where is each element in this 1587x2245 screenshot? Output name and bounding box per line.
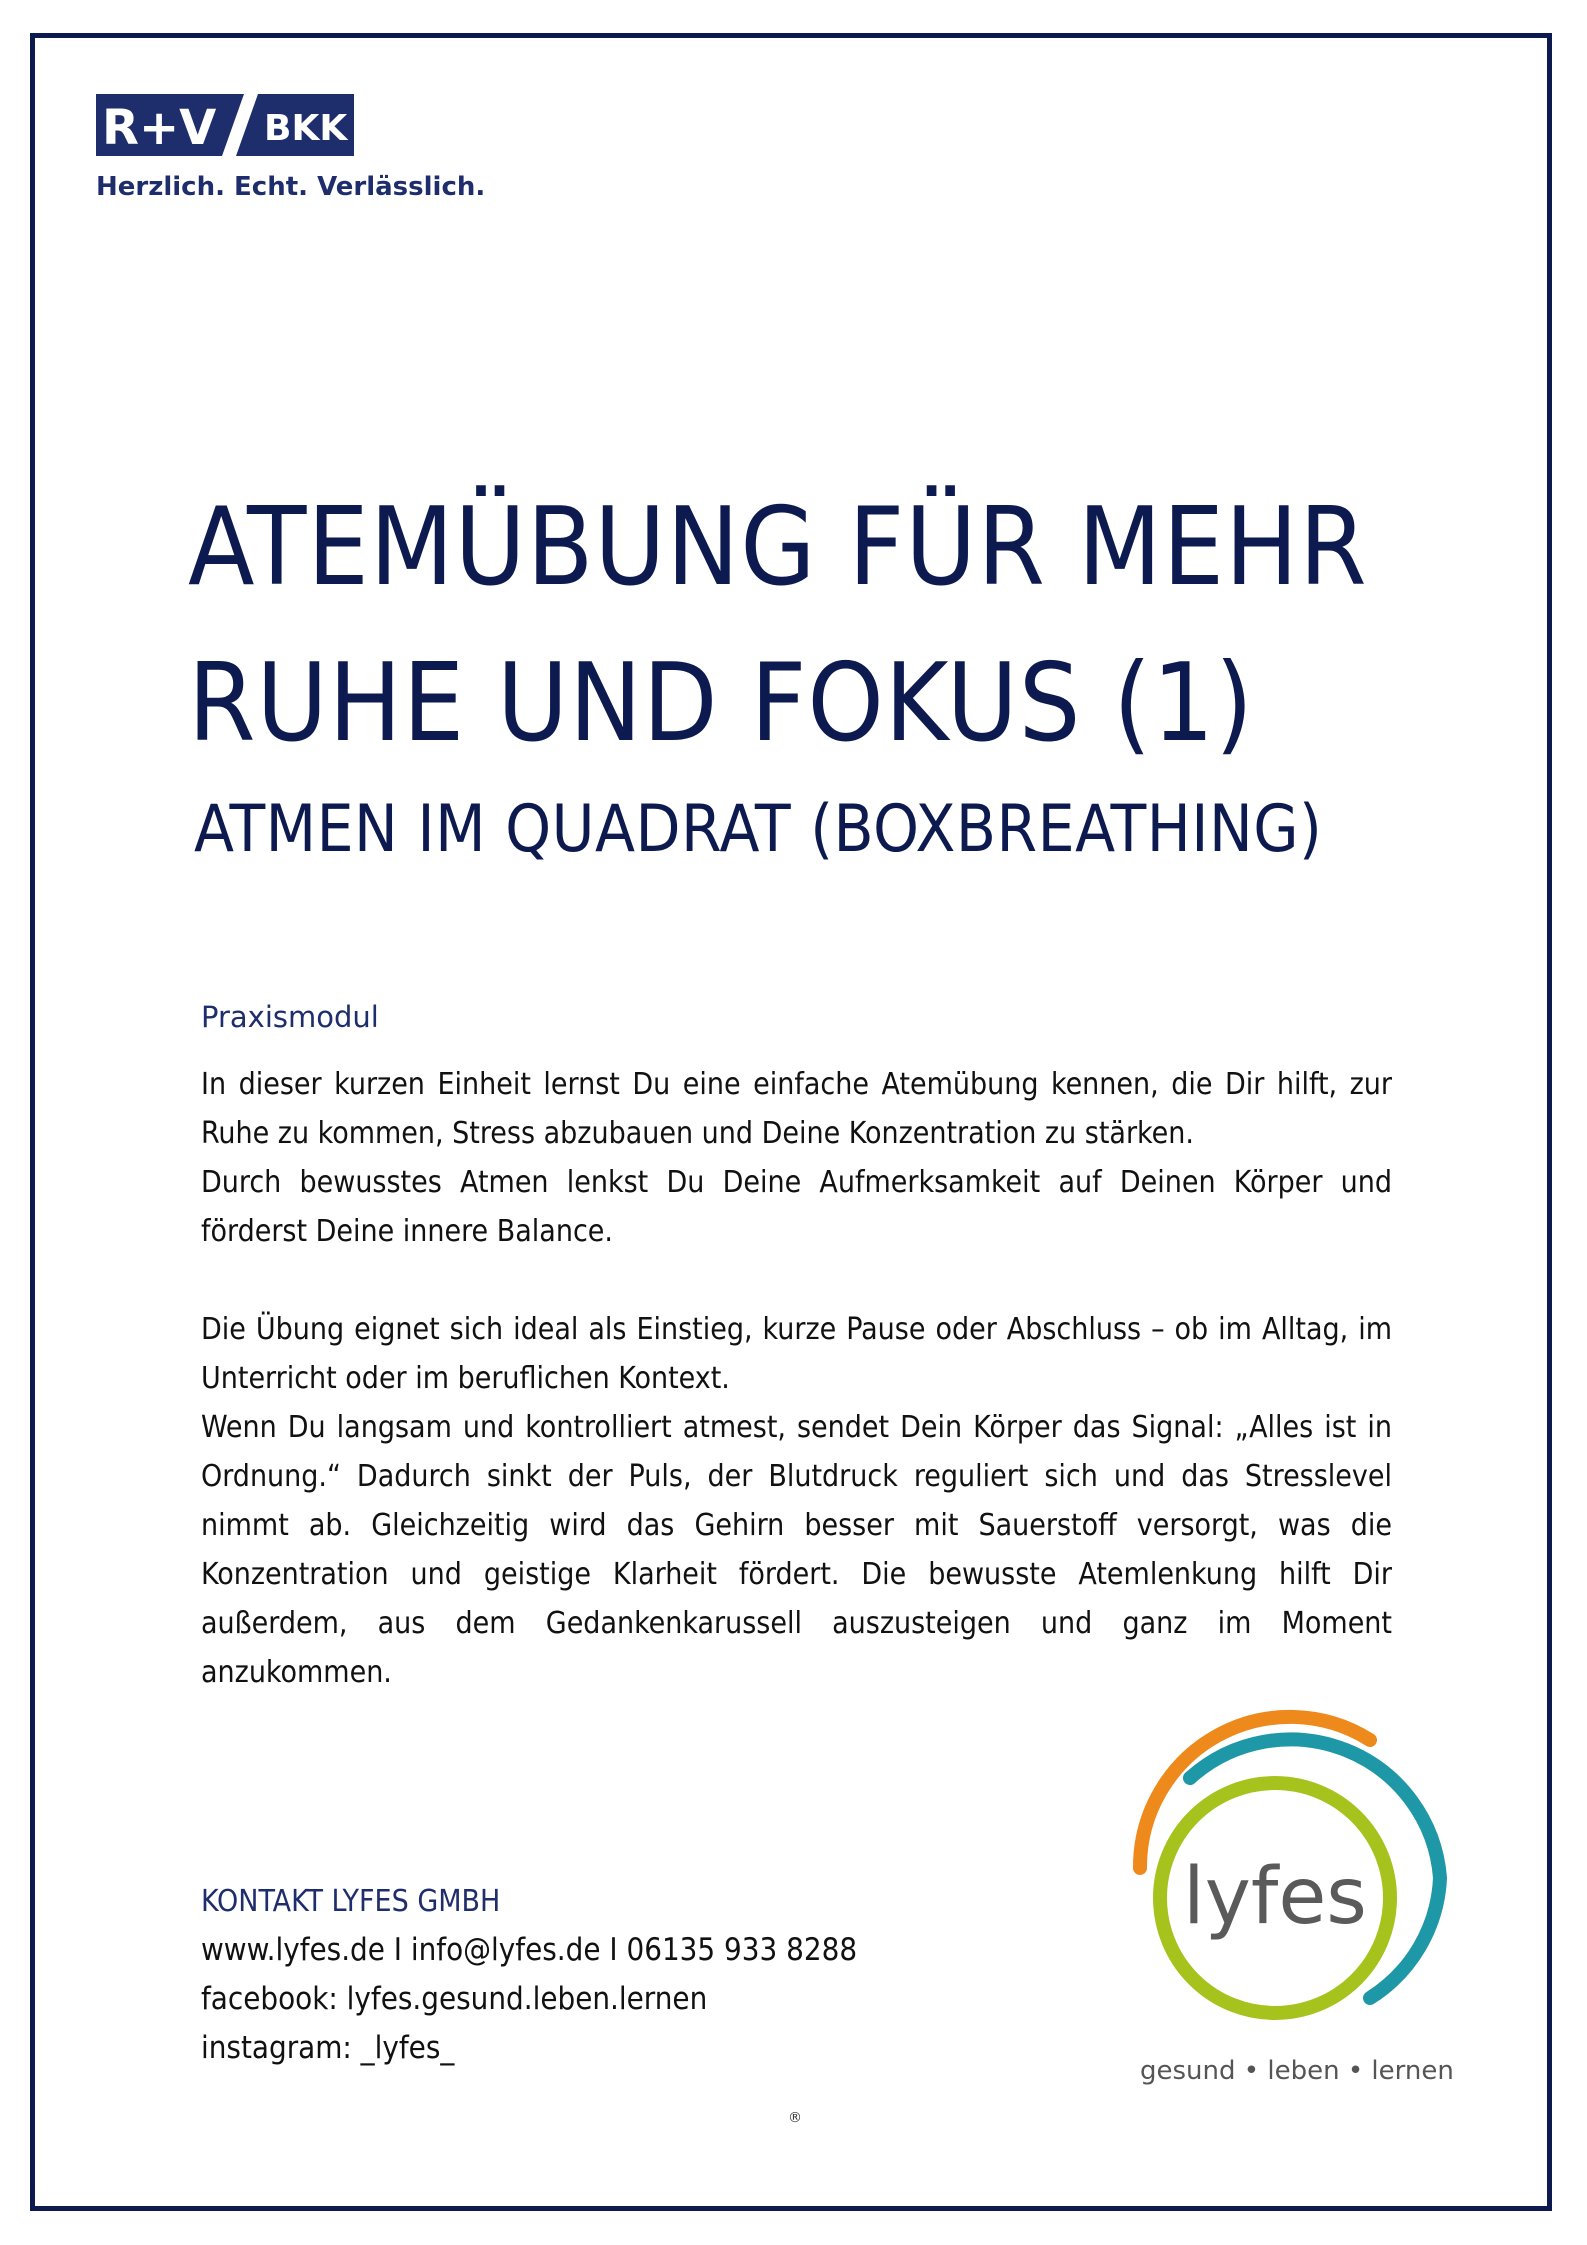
paragraph-usage: Die Übung eignet sich ideal als Einstieg, kurze Pause oder Abschluss – ob im Alltag, im Unterricht oder im beruflichen Kontext. [201, 1312, 1392, 1396]
paragraph-effects: Wenn Du langsam und kontrolliert atmest, sendet Dein Körper das Signal: „Alles ist in Ordnung.“ Dadurch sinkt der Puls, der Blutdruck reguliert sich und das Stresslevel nimmt ab. Gleichzeitig wird das Gehirn besser mit Sauerstoff versorgt, was die Konzentration und geistige Klarheit fördert. Die bewusste Atemlenkung hilft Dir außerdem, aus dem Gedankenkarussell auszusteigen und ganz im Moment anzukommen. [201, 1410, 1392, 1690]
paragraph-intro: In dieser kurzen Einheit lernst Du eine einfache Atemübung kennen, die Dir hilft, zur Ruhe zu kommen, Stress abzubauen und Deine Konzentration zu stärken. [201, 1067, 1392, 1151]
lyfes-wordmark: lyfes [1183, 1852, 1367, 1942]
lyfes-logo [1130, 1708, 1450, 2028]
lyfes-tagline: gesund • leben • lernen [1140, 2056, 1454, 2086]
title-line-2: RUHE UND FOKUS (1) [188, 641, 1254, 766]
brand-tagline: Herzlich. Echt. Verlässlich. [96, 172, 486, 202]
registered-mark: ® [788, 2110, 802, 2126]
title-line-1: ATEMÜBUNG FÜR MEHR [188, 485, 1368, 610]
body-text [201, 1060, 1392, 1697]
contact-title: KONTAKT LYFES GMBH [201, 1884, 501, 1919]
section-label: Praxismodul [201, 1000, 379, 1034]
page-subtitle: ATMEN IM QUADRAT (BOXBREATHING) [194, 792, 1323, 867]
contact-block [201, 1877, 1101, 2073]
logo-rv-text: R+V [102, 100, 217, 156]
contact-facebook[interactable]: facebook: lyfes.gesund.leben.lernen [201, 1981, 708, 2017]
page-title [188, 470, 1448, 782]
paragraph-balance: Durch bewusstes Atmen lenkst Du Deine Aufmerksamkeit auf Deinen Körper und förderst Deine innere Balance. [201, 1165, 1392, 1249]
contact-web-email-phone[interactable]: www.lyfes.de I info@lyfes.de I 06135 933 8288 [201, 1932, 858, 1968]
contact-instagram[interactable]: instagram: _lyfes_ [201, 2030, 455, 2066]
logo-bkk-text: BKK [264, 108, 348, 149]
rv-bkk-logo-mark [96, 94, 354, 156]
